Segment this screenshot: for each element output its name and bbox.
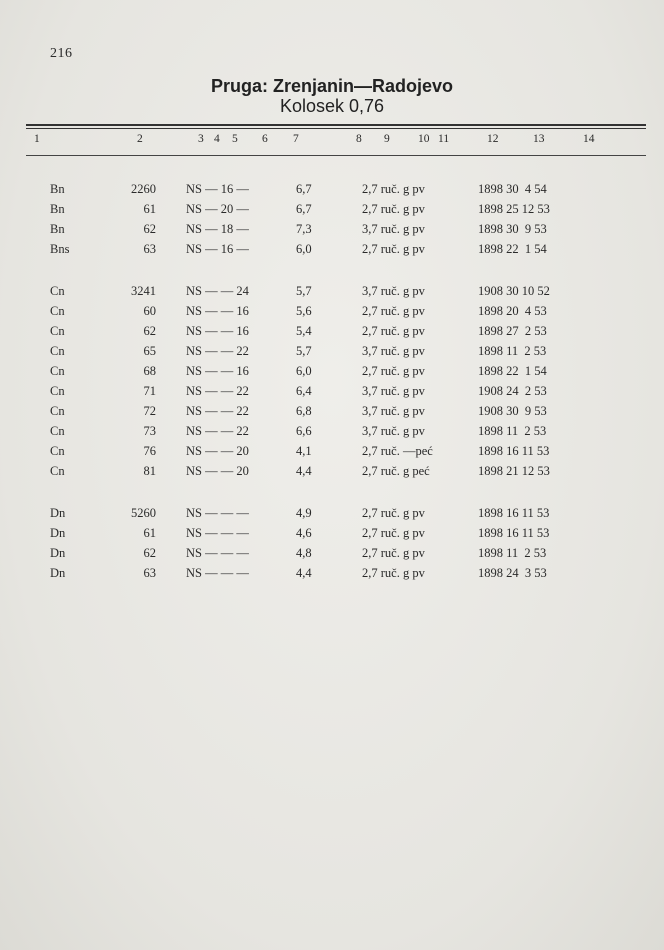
row-series: Bns xyxy=(50,242,70,256)
table-row xyxy=(0,221,664,237)
table-row xyxy=(0,443,664,459)
row-year-date: 1908 30 10 52 xyxy=(478,284,550,298)
row-series: Bn xyxy=(50,202,65,216)
header-col-8: 8 xyxy=(356,133,362,145)
row-series: Cn xyxy=(50,464,65,478)
row-value: 5,6 xyxy=(296,304,312,318)
row-number: 63 xyxy=(143,242,156,256)
row-year-date: 1898 30 9 53 xyxy=(478,222,547,236)
header-col-9: 9 xyxy=(384,133,390,145)
row-number: 65 xyxy=(143,344,156,358)
table-row xyxy=(0,283,664,299)
table-row xyxy=(0,463,664,479)
row-series: Cn xyxy=(50,444,65,458)
row-value: 6,6 xyxy=(296,424,312,438)
top-rule xyxy=(26,124,646,126)
row-ns-dims: NS — — 24 xyxy=(186,284,249,298)
row-number: 62 xyxy=(143,222,156,236)
row-ns-dims: NS — — 22 xyxy=(186,344,249,358)
row-ns-dims: NS — 20 — xyxy=(186,202,249,216)
row-series: Bn xyxy=(50,222,65,236)
row-year-date: 1898 11 2 53 xyxy=(478,344,547,358)
row-number: 61 xyxy=(143,526,156,540)
row-value: 4,6 xyxy=(296,526,312,540)
page-title: Pruga: Zrenjanin—Radojevo xyxy=(210,76,454,96)
table-row xyxy=(0,423,664,439)
row-details: 3,7 ruč. g pv xyxy=(362,424,425,438)
row-value: 4,4 xyxy=(296,566,312,580)
row-year-date: 1898 16 11 53 xyxy=(478,444,550,458)
table-row xyxy=(0,383,664,399)
row-details: 2,7 ruč. g pv xyxy=(362,506,425,520)
row-series: Cn xyxy=(50,404,65,418)
header-col-11: 11 xyxy=(438,133,450,145)
table-row xyxy=(0,545,664,561)
header-col-2: 2 xyxy=(137,133,143,145)
row-series: Cn xyxy=(50,424,65,438)
header-col-3: 3 xyxy=(198,133,204,145)
row-ns-dims: NS — — 22 xyxy=(186,384,249,398)
row-value: 5,4 xyxy=(296,324,312,338)
row-number: 72 xyxy=(143,404,156,418)
row-year-date: 1898 21 12 53 xyxy=(478,464,550,478)
row-year-date: 1898 11 2 53 xyxy=(478,546,547,560)
row-details: 2,7 ruč. g peć xyxy=(362,464,430,478)
row-series: Cn xyxy=(50,384,65,398)
row-number: 71 xyxy=(143,384,156,398)
header-col-5: 5 xyxy=(232,133,238,145)
row-details: 3,7 ruč. g pv xyxy=(362,404,425,418)
page-subtitle: Kolosek 0,76 xyxy=(279,96,385,116)
header-bottom-rule xyxy=(26,155,646,156)
row-details: 3,7 ruč. g pv xyxy=(362,384,425,398)
row-series: Cn xyxy=(50,324,65,338)
row-series: Cn xyxy=(50,304,65,318)
row-details: 2,7 ruč. g pv xyxy=(362,324,425,338)
row-year-date: 1898 11 2 53 xyxy=(478,424,547,438)
top-rule-thin xyxy=(26,128,646,129)
row-value: 6,8 xyxy=(296,404,312,418)
row-series: Cn xyxy=(50,344,65,358)
row-ns-dims: NS — 18 — xyxy=(186,222,249,236)
table-row xyxy=(0,303,664,319)
row-ns-dims: NS — — — xyxy=(186,546,249,560)
row-details: 2,7 ruč. —peć xyxy=(362,444,433,458)
table-row xyxy=(0,505,664,521)
table-row xyxy=(0,565,664,581)
row-number: 63 xyxy=(143,566,156,580)
row-ns-dims: NS — 16 — xyxy=(186,242,249,256)
row-ns-dims: NS — — 22 xyxy=(186,404,249,418)
row-value: 6,0 xyxy=(296,364,312,378)
row-ns-dims: NS — 16 — xyxy=(186,182,249,196)
row-ns-dims: NS — — — xyxy=(186,566,249,580)
row-year-date: 1908 30 9 53 xyxy=(478,404,547,418)
row-year-date: 1898 25 12 53 xyxy=(478,202,550,216)
table-row xyxy=(0,363,664,379)
row-details: 2,7 ruč. g pv xyxy=(362,566,425,580)
row-details: 2,7 ruč. g pv xyxy=(362,182,425,196)
row-value: 5,7 xyxy=(296,344,312,358)
header-col-10: 10 xyxy=(418,133,430,145)
row-number: 76 xyxy=(143,444,156,458)
row-year-date: 1898 16 11 53 xyxy=(478,506,550,520)
row-details: 2,7 ruč. g pv xyxy=(362,242,425,256)
row-number: 3241 xyxy=(131,284,156,298)
row-year-date: 1898 22 1 54 xyxy=(478,242,547,256)
row-number: 81 xyxy=(143,464,156,478)
row-details: 2,7 ruč. g pv xyxy=(362,546,425,560)
row-value: 5,7 xyxy=(296,284,312,298)
header-col-13: 13 xyxy=(533,133,545,145)
row-value: 4,4 xyxy=(296,464,312,478)
row-details: 3,7 ruč. g pv xyxy=(362,284,425,298)
row-series: Dn xyxy=(50,526,66,540)
table-row xyxy=(0,525,664,541)
row-number: 68 xyxy=(143,364,156,378)
header-col-7: 7 xyxy=(293,133,299,145)
page-number: 216 xyxy=(50,46,73,61)
row-details: 3,7 ruč. g pv xyxy=(362,222,425,236)
row-ns-dims: NS — — 16 xyxy=(186,304,249,318)
row-ns-dims: NS — — — xyxy=(186,506,249,520)
row-series: Dn xyxy=(50,506,66,520)
table-row xyxy=(0,181,664,197)
row-series: Dn xyxy=(50,566,66,580)
row-number: 60 xyxy=(143,304,156,318)
header-col-12: 12 xyxy=(487,133,499,145)
row-year-date: 1898 20 4 53 xyxy=(478,304,547,318)
row-details: 2,7 ruč. g pv xyxy=(362,526,425,540)
row-year-date: 1898 16 11 53 xyxy=(478,526,550,540)
row-value: 7,3 xyxy=(296,222,312,236)
row-details: 2,7 ruč. g pv xyxy=(362,304,425,318)
row-year-date: 1898 30 4 54 xyxy=(478,182,547,196)
row-value: 6,0 xyxy=(296,242,312,256)
row-value: 6,7 xyxy=(296,202,312,216)
row-ns-dims: NS — — — xyxy=(186,526,249,540)
table-row xyxy=(0,403,664,419)
row-value: 4,8 xyxy=(296,546,312,560)
table-row xyxy=(0,241,664,257)
row-year-date: 1908 24 2 53 xyxy=(478,384,547,398)
row-ns-dims: NS — — 22 xyxy=(186,424,249,438)
row-value: 6,4 xyxy=(296,384,312,398)
header-col-14: 14 xyxy=(583,133,595,145)
row-ns-dims: NS — — 20 xyxy=(186,464,249,478)
table-row xyxy=(0,201,664,217)
row-series: Cn xyxy=(50,364,65,378)
row-details: 2,7 ruč. g pv xyxy=(362,364,425,378)
header-col-6: 6 xyxy=(262,133,268,145)
row-value: 6,7 xyxy=(296,182,312,196)
row-number: 61 xyxy=(143,202,156,216)
table-row xyxy=(0,343,664,359)
row-number: 62 xyxy=(143,546,156,560)
row-number: 73 xyxy=(143,424,156,438)
row-value: 4,1 xyxy=(296,444,312,458)
row-year-date: 1898 27 2 53 xyxy=(478,324,547,338)
row-details: 2,7 ruč. g pv xyxy=(362,202,425,216)
row-ns-dims: NS — — 20 xyxy=(186,444,249,458)
row-number: 5260 xyxy=(131,506,156,520)
row-series: Cn xyxy=(50,284,65,298)
row-ns-dims: NS — — 16 xyxy=(186,324,249,338)
header-col-1: 1 xyxy=(34,133,40,145)
row-number: 62 xyxy=(143,324,156,338)
row-value: 4,9 xyxy=(296,506,312,520)
table-row xyxy=(0,323,664,339)
row-series: Bn xyxy=(50,182,65,196)
row-ns-dims: NS — — 16 xyxy=(186,364,249,378)
row-year-date: 1898 22 1 54 xyxy=(478,364,547,378)
row-number: 2260 xyxy=(131,182,156,196)
header-col-4: 4 xyxy=(214,133,220,145)
row-series: Dn xyxy=(50,546,66,560)
row-year-date: 1898 24 3 53 xyxy=(478,566,547,580)
row-details: 3,7 ruč. g pv xyxy=(362,344,425,358)
